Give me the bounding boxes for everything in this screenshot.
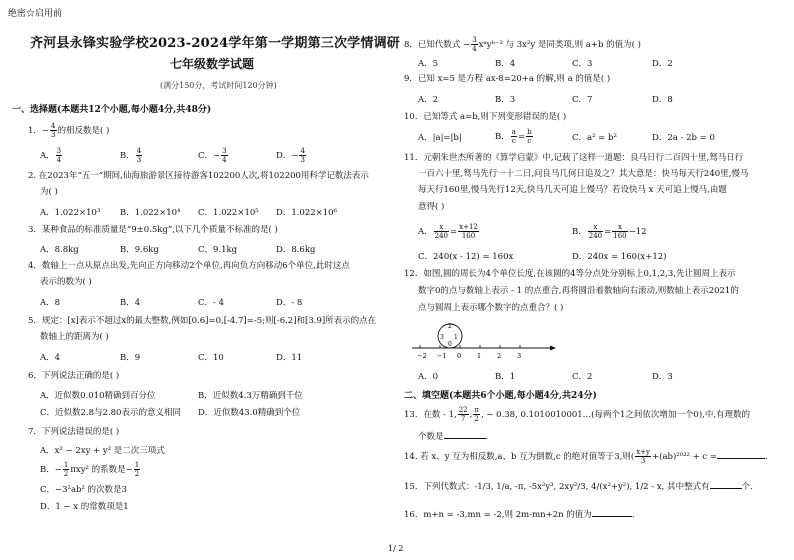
q3-option-b: B．9.6kg	[120, 245, 159, 255]
axis-arrow	[550, 346, 556, 351]
question-11-line1: 11．元朝朱世杰所著的《算学启蒙》中,记载了这样一道题：良马日行二百四十里,驽马日行	[404, 153, 744, 163]
question-11-line3: 每天行160里,慢马先行12天,快马几天可追上慢马？若设快马 x 天可追上慢马,由题	[418, 185, 727, 195]
question-16: 16．m+n = -3,mn = -2,则 2m-mn+2n 的值为 .	[404, 510, 635, 520]
q7-option-b: B．− $\frac{1}{2}$ πxy² 的系数是− $\frac{1}{2}$	[40, 461, 140, 478]
page-number: 1/ 2	[388, 544, 404, 553]
question-11-line4: 意得( )	[418, 202, 445, 212]
circle-label-1: 1	[454, 334, 458, 341]
question-4-line1: 4．数轴上一点从原点出发,先向正方向移动2个单位,再向负方向移动6个单位,此时这点	[28, 261, 350, 271]
q4-option-c: C．- 4	[198, 298, 224, 308]
q6-option-b: B．近似数4.3万精确到千位	[198, 391, 303, 401]
q5-option-c: C．10	[198, 353, 224, 363]
q1-option-b: B． $\frac{4}{3}$	[120, 147, 142, 164]
question-14: 14. 若 x、y 互为相反数,a、b 互为倒数,c 的绝对值等于3,则( $\frac{x+y}{3}$ +(ab)²⁰²² + c = .	[404, 448, 768, 465]
q5-option-b: B．9	[120, 353, 141, 363]
exam-note: (满分150分，考试时间120分钟)	[160, 81, 277, 90]
circle-label-0: 0	[448, 341, 452, 348]
answer-blank[interactable]	[592, 508, 632, 517]
q5-option-a: A．4	[40, 353, 61, 363]
q8-option-d: D．2	[652, 59, 673, 69]
q9-option-d: D．8	[652, 95, 673, 105]
axis-tick-label: −1	[437, 352, 447, 360]
q10-option-c: C．a² = b²	[572, 133, 617, 143]
q1-option-c: C．− $\frac{3}{4}$	[198, 147, 227, 164]
q10-option-a: A．|a|=|b|	[418, 133, 462, 143]
question-12-line2: 数字0的点与数轴上表示 - 1 的点重合,再将圆沿着数轴向右滚动,则数轴上表示2021的	[418, 286, 739, 296]
q6-option-a: A．近似数0.010精确到百分位	[40, 391, 156, 401]
number-line-figure	[410, 318, 560, 366]
q8-option-c: C．3	[572, 59, 593, 69]
question-10: 10．已知等式 a=b,则下列变形错误的是( )	[404, 112, 567, 122]
q8-option-a: A．5	[418, 59, 439, 69]
answer-blank[interactable]	[710, 480, 742, 489]
q10-option-d: D．2a - 2b = 0	[652, 133, 715, 143]
question-2-line1: 2. 在2023年“五一”期间,仙海旅游景区接待游客102200人次,将102200用科学记数法表示	[28, 171, 369, 181]
q9-option-b: B．3	[495, 95, 516, 105]
q3-option-c: C．9.1kg	[198, 245, 238, 255]
q1-option-d: D．− $\frac{4}{3}$	[276, 147, 305, 164]
q12-option-b: B．1	[495, 372, 516, 382]
q3-option-d: D．8.6kg	[276, 245, 316, 255]
fraction: $\frac{4}{3}$	[51, 122, 56, 139]
q11-option-b: B． $\frac{x}{240}$ = $\frac{x}{160}$ −12	[572, 223, 647, 240]
question-9: 9．已知 x=5 是方程 ax-8=20+a 的解,则 a 的值是( )	[404, 74, 611, 84]
q2-option-b: B．1.022×10⁴	[120, 208, 181, 218]
q2-option-d: D．1.022×10⁶	[276, 208, 337, 218]
axis-tick-label: −2	[417, 352, 427, 360]
question-12-line1: 12．如图,圆的周长为4个单位长度,在该圆的4等分点处分别标上0,1,2,3,先让圆周上表示	[404, 269, 736, 279]
q11-option-c: C．240(x - 12) = 160x	[418, 252, 514, 262]
q1-option-a: A． $\frac{3}{4}$	[40, 147, 62, 164]
q8-option-b: B．4	[495, 59, 516, 69]
q4-option-d: D．- 8	[276, 298, 303, 308]
question-4-line2: 表示的数为( )	[40, 277, 92, 287]
q6-option-c: C．近似数2.8与2.80表示的意义相同	[40, 408, 181, 418]
q12-option-d: D．3	[652, 372, 673, 382]
axis-tick-label: 0	[457, 352, 462, 360]
number-line-svg	[410, 318, 560, 366]
question-5-line1: 5．规定：[x]表示不超过x的最大整数,例如[0.6]=0,[-4.7]=-5;则[-6.2]和[3.9]所表示的点在	[28, 316, 377, 326]
exam-title: 齐河县永锋实验学校2023-2024学年第一学期第三次学情调研	[30, 36, 400, 51]
q12-option-c: C．2	[572, 372, 593, 382]
q3-option-a: A．8.8kg	[40, 245, 79, 255]
answer-blank[interactable]	[444, 430, 486, 439]
axis-tick-label: 3	[517, 352, 522, 360]
q4-option-b: B．4	[120, 298, 141, 308]
question-8: 8．已知代数式 − $\frac{3}{4}$ xᵃyᵇ⁻² 与 3x²y 是同类项,则 a+b 的值为( )	[404, 36, 641, 53]
question-3: 3．某种食品的标准质量是“9±0.5kg”,以下几个质量不标准的是( )	[28, 225, 278, 235]
question-11-line2: 一百六十里,驽马先行一十二日,问良马几何日追及之？其大意是：快马每天行240里,慢马	[418, 169, 749, 179]
q11-option-d: D．240x = 160(x+12)	[572, 252, 667, 262]
q7-option-a: A．x² − 2xy + y² 是二次三项式	[40, 446, 165, 456]
question-6: 6．下列说法正确的是( )	[28, 371, 120, 381]
question-12-line3: 点与圆周上表示哪个数字的点重合？( )	[418, 303, 564, 313]
section1-title: 一、选择题(本题共12个小题,每小题4分,共48分)	[12, 105, 212, 115]
q5-option-d: D．11	[276, 353, 303, 363]
q10-option-b: B． $\frac{a}{c}$ = $\frac{b}{c}$	[495, 128, 532, 145]
axis-tick-label: 1	[477, 352, 482, 360]
section2-title: 二、填空题(本题共6个小题,每小题4分,共24分)	[404, 391, 597, 401]
q7-option-d: D．1 − x 的常数项是1	[40, 502, 129, 512]
q2-option-c: C．1.022×10⁵	[198, 208, 259, 218]
question-13: 13．在数 - 1, $\frac{22}{7}$ , $\frac{\pi}{2}$ , − 0.38, 0.1010010001…(每两个1之间依次增加一个0),中,有理数的	[404, 406, 751, 423]
q7-option-c: C．−3²ab² 的次数是3	[40, 485, 127, 495]
q9-option-c: C．7	[572, 95, 593, 105]
question-7: 7．下列说法错误的是( )	[28, 427, 120, 437]
question-1: 1．− $\frac{4}{3}$ 的相反数是( )	[28, 122, 110, 139]
question-15: 15．下列代数式：-1/3, 1/a, -π, -5x²y³, 2xy²/3, 4/(x²+y²), 1/2 - x, 其中整式有 个.	[404, 482, 753, 492]
q11-option-a: A． $\frac{x}{240}$ = $\frac{x+12}{160}$	[418, 223, 478, 240]
confidential-mark: 绝密☆启用前	[8, 9, 63, 19]
q2-option-a: A．1.022×10³	[40, 208, 101, 218]
answer-blank[interactable]	[717, 450, 765, 459]
axis-tick-label: 2	[497, 352, 502, 360]
circle-label-2: 2	[448, 323, 452, 330]
q6-option-d: D．近似数43.0精确到个位	[198, 408, 301, 418]
q4-option-a: A．8	[40, 298, 61, 308]
question-2-line2: 为( )	[40, 187, 58, 197]
q12-option-a: A．0	[418, 372, 439, 382]
circle-label-3: 3	[440, 334, 444, 341]
exam-subtitle: 七年级数学试题	[170, 57, 255, 71]
question-5-line2: 数轴上的距离为( )	[40, 332, 109, 342]
question-13-line2: 个数是 .	[418, 432, 489, 442]
q9-option-a: A．2	[418, 95, 439, 105]
